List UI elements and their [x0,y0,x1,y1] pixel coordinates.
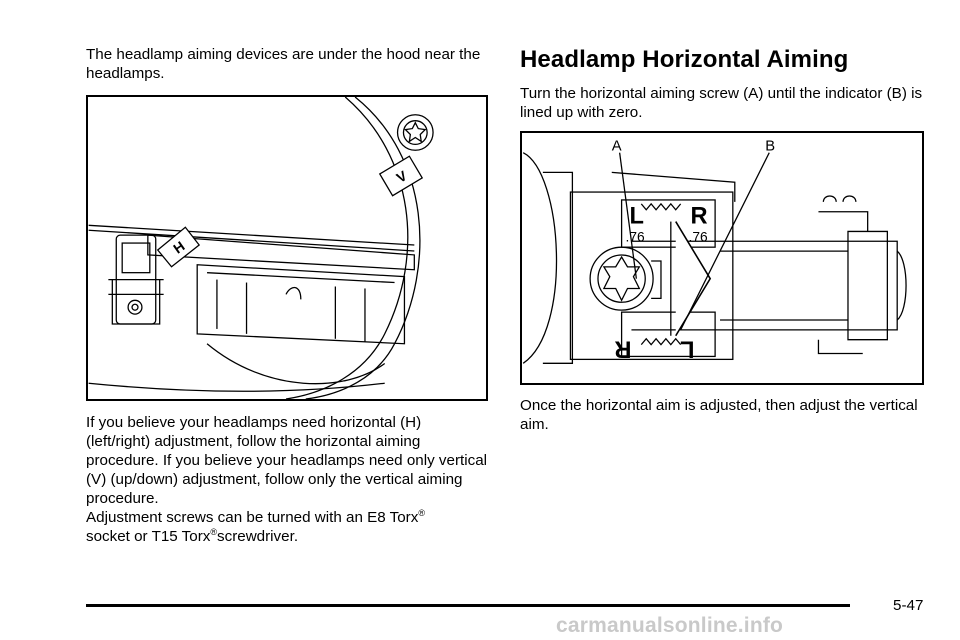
page-number: 5-47 [893,597,924,614]
horizontal-aiming-illustration [522,133,922,383]
label-r-top: R [690,203,708,230]
horizontal-aiming-figure [520,131,924,385]
tools-text-1: Adjustment screws can be turned with an E8 Torx [86,509,419,526]
intro-paragraph: The headlamp aiming devices are under the hood near the headlamps. [86,46,481,82]
registered-mark: ® [210,527,218,537]
headlamp-location-figure [86,95,488,401]
label-a: A [611,138,622,155]
footer-rule [86,604,850,607]
tools-text-3: screwdriver. [217,528,299,545]
registered-mark: ® [418,508,425,518]
label-r-bottom: R [614,335,632,362]
headlamp-location-illustration [88,97,486,399]
v-label: V [393,167,410,186]
h-label: H [170,237,188,257]
section-heading: Headlamp Horizontal Aiming [520,46,849,73]
label-l-bottom: L [680,335,695,362]
horizontal-aim-intro: Turn the horizontal aiming screw (A) until the indicator (B) is lined up with zero. [520,85,923,121]
tools-text-2: socket or T15 Torx [86,528,211,545]
adjustment-paragraph: If you believe your headlamps need horizontal (H) (left/right) adjustment, follow the horizontal aiming procedure. If you believe your headlamps need only vertical (V) (up/down) adjustment, follow only the vertical aiming procedure. [86,414,488,507]
label-b: B [765,138,776,155]
scale-left: .76 [625,229,645,245]
footer-watermark[interactable]: carmanualsonline.info [556,614,784,637]
vertical-aim-note: Once the horizontal aim is adjusted, then adjust the vertical aim. [520,397,918,433]
label-l-top: L [629,203,644,230]
scale-right: .76 [688,229,708,245]
tools-paragraph [86,508,488,546]
